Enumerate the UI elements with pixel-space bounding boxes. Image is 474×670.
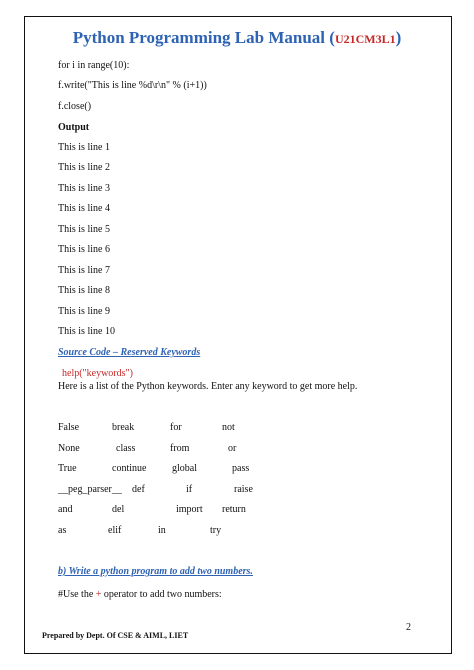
section-reserved-keywords: Source Code – Reserved Keywords [58,347,201,358]
output-line: This is line 3 [58,183,110,194]
output-line: This is line 7 [58,265,110,276]
comment-line [58,589,222,600]
output-line: This is line 9 [58,306,110,317]
keyword-cell: or [228,443,237,454]
course-code: U21CM3L1 [334,32,396,46]
keyword-cell: return [222,504,246,515]
keyword-cell: as [58,525,67,536]
code-line-loop: for i in range(10): [58,60,130,71]
page-header [0,28,474,48]
keyword-cell: False [58,422,80,433]
keyword-cell: class [116,443,136,454]
header-title: Python Programming Lab Manual ( [72,28,335,47]
output-line: This is line 4 [58,203,110,214]
code-line-close: f.close() [58,101,92,112]
output-line: This is line 1 [58,142,110,153]
output-line: This is line 2 [58,162,110,173]
plus-operator: + [95,589,102,600]
comment-prefix: #Use the [58,589,96,600]
output-line: This is line 5 [58,224,110,235]
keyword-cell: def [132,484,145,495]
keyword-cell: import [176,504,203,515]
output-line: This is line 8 [58,285,110,296]
keyword-cell: if [186,484,193,495]
header-close: ) [395,28,402,47]
keyword-cell: del [112,504,125,515]
keyword-cell: continue [112,463,147,474]
keyword-cell: raise [234,484,253,495]
output-line: This is line 10 [58,326,115,337]
help-call: help("keywords") [62,368,133,379]
keyword-cell: __peg_parser__ [58,484,122,495]
keyword-cell: not [222,422,235,433]
keyword-cell: try [210,525,222,536]
keyword-cell: for [170,422,182,433]
footer-credit: Prepared by Dept. Of CSE & AIML, LIET [42,631,189,640]
section-add-two-numbers: b) Write a python program to add two numbers. [58,566,253,577]
keyword-cell: pass [232,463,250,474]
keyword-cell: and [58,504,73,515]
keyword-cell: in [158,525,166,536]
comment-suffix: operator to add two numbers: [101,589,222,600]
keyword-cell: global [172,463,197,474]
keyword-cell: True [58,463,77,474]
page-number: 2 [406,622,411,633]
keyword-cell: from [170,443,190,454]
output-label: Output [58,122,90,133]
output-line: This is line 6 [58,244,110,255]
keyword-cell: None [58,443,80,454]
keyword-cell: elif [108,525,122,536]
help-text: Here is a list of the Python keywords. Enter any keyword to get more help. [58,381,358,392]
code-line-write: f.write("This is line %d\r\n" % (i+1)) [58,80,207,91]
keyword-cell: break [112,422,135,433]
